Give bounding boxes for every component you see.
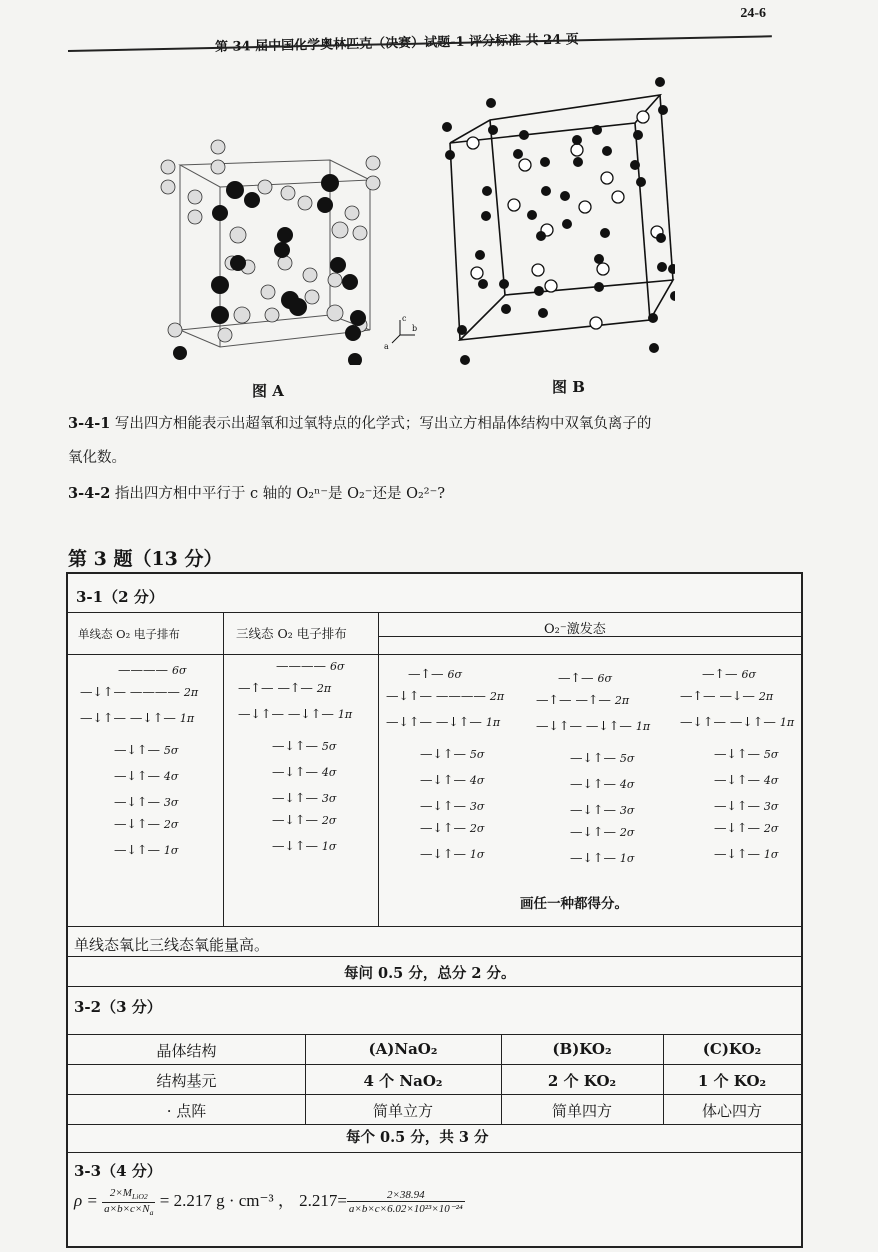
- orbital-label: 1π: [485, 716, 501, 729]
- electron-config: —↓↑— ————: [386, 688, 490, 703]
- mo-level-3sigma: [272, 790, 336, 805]
- orbital-label: 1σ: [469, 848, 485, 861]
- electron-config: —↓↑—: [714, 846, 764, 861]
- mo-level-5sigma: [114, 742, 178, 757]
- divider: [378, 612, 379, 926]
- orbital-label: 3σ: [321, 792, 337, 805]
- mo-level-4sigma: [714, 772, 778, 787]
- mo-level-1sigma: [420, 846, 484, 861]
- electron-config: —↓↑—: [570, 750, 620, 765]
- orbital-label: 2π: [316, 682, 332, 695]
- electron-config: —↓↑—: [272, 838, 322, 853]
- mo-level-5sigma: [570, 750, 634, 765]
- orbital-label: 5σ: [321, 740, 337, 753]
- electron-config: —↑— —↑—: [536, 692, 615, 707]
- part-3-2-title: 3-2（3 分）: [74, 998, 162, 1016]
- lattice-table: [68, 1034, 801, 1124]
- orbital-label: 6σ: [741, 668, 756, 681]
- mo-level-4sigma: [272, 764, 336, 779]
- mo-level-1pi: [80, 710, 194, 725]
- electron-config: —↑— —↓—: [680, 688, 759, 703]
- mo-level-2sigma: [272, 812, 336, 827]
- mo-level-6sigma: [276, 658, 345, 673]
- figure-b-crystal-structure: [425, 65, 675, 365]
- electron-config: —↓↑—: [114, 768, 164, 783]
- divider: [378, 636, 801, 637]
- electron-config: —↑—: [408, 666, 448, 681]
- electron-config: —↓↑—: [420, 846, 470, 861]
- col-header-singlet: 单线态 O₂ 电子排布: [78, 627, 180, 641]
- mo-level-2pi: [536, 692, 629, 707]
- electron-config: —↓↑—: [420, 746, 470, 761]
- orbital-label: 1π: [179, 712, 195, 725]
- electron-config: —↑— —↑—: [238, 680, 317, 695]
- answer-table: [66, 572, 803, 1248]
- mo-level-2pi: [386, 688, 504, 703]
- orbital-label: 3σ: [619, 804, 635, 817]
- mo-level-3sigma: [570, 802, 634, 817]
- orbital-label: 5σ: [619, 752, 635, 765]
- orbital-label: 4σ: [163, 770, 179, 783]
- axis-label-a: a: [384, 342, 389, 351]
- mo-level-2sigma: [114, 816, 178, 831]
- divider: [68, 654, 801, 655]
- electron-config: —↑—: [702, 666, 742, 681]
- mo-level-2sigma: [714, 820, 778, 835]
- mo-level-3sigma: [420, 798, 484, 813]
- orbital-label: 5σ: [763, 748, 779, 761]
- orbital-label: 1π: [779, 716, 795, 729]
- question-number: 3-4-2: [68, 485, 111, 502]
- part-3-1-title: 3-1（2 分）: [76, 588, 164, 606]
- electron-config: —↓↑— —↓↑—: [238, 706, 338, 721]
- mo-level-5sigma: [272, 738, 336, 753]
- electron-config: ————: [276, 658, 330, 673]
- electron-config: —↓↑—: [714, 772, 764, 787]
- fraction-2: [347, 1189, 465, 1215]
- electron-config: —↓↑—: [114, 794, 164, 809]
- lattice-table-cell: · 点阵: [166, 1102, 207, 1120]
- orbital-label: 3σ: [469, 800, 485, 813]
- mo-level-1sigma: [714, 846, 778, 861]
- axis-label-c: c: [402, 314, 407, 323]
- energy-note: 单线态氧比三线态氧能量高。: [74, 936, 270, 954]
- density-formula: [74, 1186, 465, 1217]
- electron-config: —↓↑—: [114, 842, 164, 857]
- orbital-label: 1π: [337, 708, 353, 721]
- orbital-label: 3σ: [763, 800, 779, 813]
- mo-level-1pi: [386, 714, 500, 729]
- orbital-label: 1σ: [763, 848, 779, 861]
- figure-a-crystal-structure: [160, 135, 420, 365]
- electron-config: —↓↑— —↓↑—: [680, 714, 780, 729]
- divider: [68, 1124, 801, 1125]
- divider: [68, 926, 801, 927]
- electron-config: —↓↑—: [570, 824, 620, 839]
- any-one-note: 画任一种都得分。: [520, 896, 628, 912]
- orbital-label: 4σ: [619, 778, 635, 791]
- fraction-1-denominator: a×b×c×N: [104, 1202, 150, 1215]
- orbital-label: 5σ: [163, 744, 179, 757]
- electron-config: —↓↑— —↓↑—: [80, 710, 180, 725]
- mo-level-2pi: [680, 688, 773, 703]
- orbital-label: 2π: [489, 690, 505, 703]
- mo-level-3sigma: [114, 794, 178, 809]
- mo-level-4sigma: [114, 768, 178, 783]
- question-3-4-1-continued: 氧化数。: [68, 450, 126, 466]
- figure-a-caption: 图 A: [252, 382, 284, 400]
- mo-level-2sigma: [570, 824, 634, 839]
- divider: [223, 612, 224, 926]
- lattice-table-cell: 4 个 NaO₂: [363, 1072, 443, 1090]
- orbital-label: 6σ: [329, 660, 345, 673]
- orbital-label: 2σ: [321, 814, 337, 827]
- fraction-2-numerator: 2×38.94: [347, 1189, 465, 1202]
- mo-level-6sigma: [558, 670, 612, 685]
- orbital-label: 1σ: [163, 844, 179, 857]
- fraction-1-numerator: 2×M: [109, 1187, 132, 1200]
- mo-level-6sigma: [702, 666, 756, 681]
- mo-level-1sigma: [114, 842, 178, 857]
- part-3-2-score-note: 每个 0.5 分，共 3 分: [346, 1129, 489, 1146]
- lattice-table-cell: 晶体结构: [156, 1042, 217, 1060]
- electron-config: —↑—: [558, 670, 598, 685]
- lattice-table-cell: 简单四方: [551, 1102, 612, 1120]
- lattice-table-cell: (C)KO₂: [702, 1040, 762, 1058]
- question-number: 3-4-1: [68, 415, 111, 432]
- section-title: 第 3 题（13 分）: [68, 548, 223, 570]
- page-header: 第 34 届中国化学奥林匹克（决赛）试题-1 评分标准 共 24 页: [214, 32, 579, 55]
- orbital-label: 6σ: [447, 668, 462, 681]
- mo-level-2pi: [80, 684, 198, 699]
- orbital-label: 1σ: [619, 852, 635, 865]
- electron-config: —↓↑— —↓↑—: [386, 714, 486, 729]
- fraction-1: [102, 1187, 155, 1216]
- electron-config: —↓↑—: [570, 850, 620, 865]
- part-3-1-score-note: 每问 0.5 分，总分 2 分。: [344, 965, 516, 982]
- mo-level-3sigma: [714, 798, 778, 813]
- orbital-label: 2σ: [469, 822, 485, 835]
- divider: [68, 1152, 801, 1153]
- electron-config: —↓↑—: [420, 820, 470, 835]
- mo-level-4sigma: [570, 776, 634, 791]
- question-3-4-2: [68, 482, 445, 503]
- electron-config: —↓↑—: [570, 802, 620, 817]
- electron-config: —↓↑—: [570, 776, 620, 791]
- electron-config: —↓↑—: [420, 798, 470, 813]
- electron-config: ————: [118, 662, 172, 677]
- mo-level-5sigma: [714, 746, 778, 761]
- question-text: 写出四方相能表示出超氧和过氧特点的化学式；写出立方相晶体结构中双氧负离子的: [114, 416, 652, 432]
- lattice-table-cell: 结构基元: [156, 1072, 217, 1090]
- lattice-table-cell: 体心四方: [701, 1102, 762, 1120]
- mo-level-2sigma: [420, 820, 484, 835]
- orbital-label: 4σ: [321, 766, 337, 779]
- electron-config: —↓↑— ————: [80, 684, 184, 699]
- divider: [68, 612, 801, 613]
- orbital-label: 2σ: [619, 826, 635, 839]
- lattice-table-cell: 2 个 KO₂: [547, 1072, 617, 1090]
- orbital-label: 6σ: [597, 672, 612, 685]
- mo-level-1sigma: [570, 850, 634, 865]
- orbital-label: 1π: [635, 720, 651, 733]
- electron-config: —↓↑—: [714, 746, 764, 761]
- electron-config: —↓↑— —↓↑—: [536, 718, 636, 733]
- mo-level-6sigma: [408, 666, 462, 681]
- orbital-label: 6σ: [171, 664, 187, 677]
- col-header-triplet: 三线态 O₂ 电子排布: [236, 626, 347, 641]
- electron-config: —↓↑—: [714, 820, 764, 835]
- divider: [68, 956, 801, 957]
- electron-config: —↓↑—: [272, 790, 322, 805]
- figure-b-caption: 图 B: [552, 378, 585, 396]
- electron-config: —↓↑—: [114, 816, 164, 831]
- orbital-label: 1σ: [321, 840, 337, 853]
- orbital-label: 2π: [183, 686, 199, 699]
- rho-symbol: ρ =: [74, 1191, 98, 1210]
- orbital-label: 5σ: [469, 748, 485, 761]
- mo-level-6sigma: [118, 662, 187, 677]
- electron-config: —↓↑—: [272, 764, 322, 779]
- mo-level-1sigma: [272, 838, 336, 853]
- equation-2-lhs: 2.217=: [299, 1191, 347, 1210]
- orbital-label: 3σ: [163, 796, 179, 809]
- mo-level-1pi: [238, 706, 352, 721]
- lattice-table-cell: (A)NaO₂: [368, 1040, 438, 1058]
- divider: [68, 986, 801, 987]
- col-header-excited: O₂⁻激发态: [544, 622, 606, 637]
- orbital-label: 2π: [614, 694, 630, 707]
- electron-config: —↓↑—: [272, 812, 322, 827]
- electron-config: —↓↑—: [420, 772, 470, 787]
- mo-level-2pi: [238, 680, 331, 695]
- electron-config: —↓↑—: [114, 742, 164, 757]
- fraction-2-denominator: a×b×c×6.02×10²³×10⁻²⁴: [348, 1203, 463, 1216]
- lattice-table-cell: 1 个 KO₂: [697, 1072, 767, 1090]
- mo-level-4sigma: [420, 772, 484, 787]
- mo-level-5sigma: [420, 746, 484, 761]
- orbital-label: 2π: [758, 690, 774, 703]
- subscript: a: [149, 1207, 154, 1217]
- subscript: LiO2: [131, 1192, 148, 1202]
- mo-level-1pi: [536, 718, 650, 733]
- page-number: 24-6: [740, 6, 766, 21]
- orbital-label: 4σ: [469, 774, 485, 787]
- lattice-table-cell: 简单立方: [372, 1102, 433, 1120]
- density-value: = 2.217 g · cm⁻³ ，: [159, 1191, 295, 1210]
- electron-config: —↓↑—: [714, 798, 764, 813]
- orbital-label: 4σ: [763, 774, 779, 787]
- orbital-label: 2σ: [163, 818, 179, 831]
- lattice-table-cell: (B)KO₂: [552, 1040, 612, 1058]
- question-text: 指出四方相中平行于 c 轴的 O₂ⁿ⁻是 O₂⁻还是 O₂²⁻?: [114, 486, 446, 502]
- part-3-3-title: 3-3（4 分）: [74, 1162, 162, 1180]
- electron-config: —↓↑—: [272, 738, 322, 753]
- question-3-4-1: [68, 412, 651, 433]
- orbital-label: 2σ: [763, 822, 779, 835]
- mo-level-1pi: [680, 714, 794, 729]
- axis-label-b: b: [412, 324, 418, 333]
